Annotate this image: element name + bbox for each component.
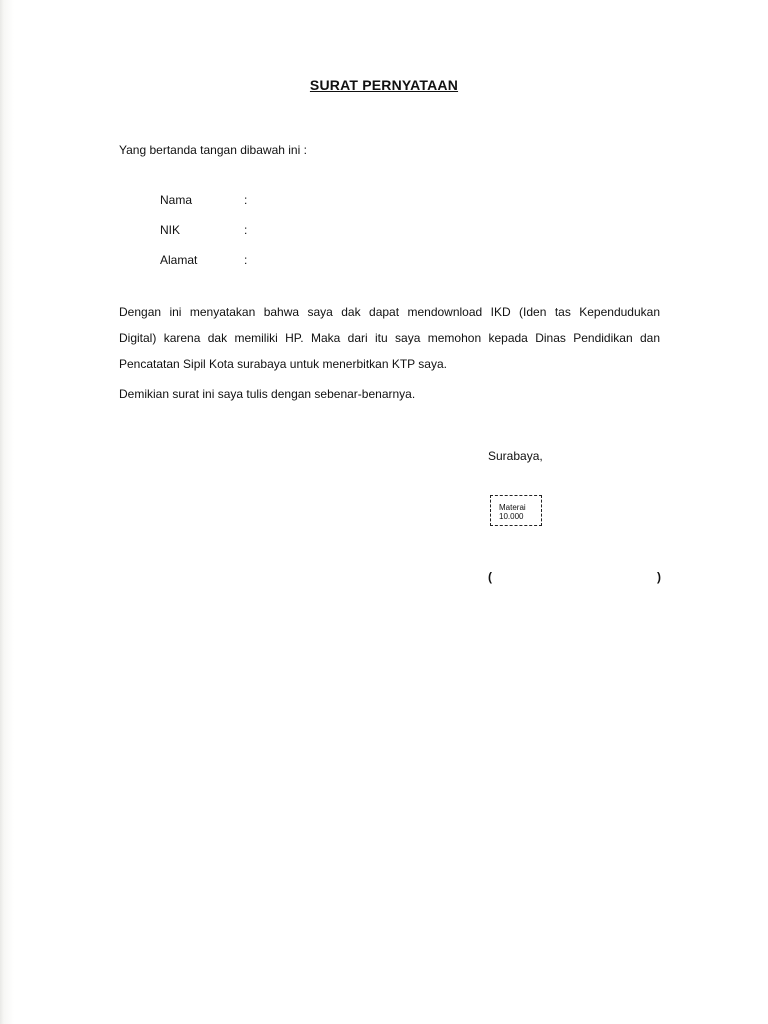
field-nama <box>160 193 247 207</box>
paragraph-line: Dengan ini menyatakan bahwa saya dak dapat mendownload IKD (Iden tas Kependudukan <box>119 305 660 319</box>
signature-close-paren: ) <box>657 570 661 584</box>
intro-text: Yang bertanda tangan dibawah ini : <box>119 143 307 157</box>
field-label: NIK <box>160 223 181 237</box>
stamp-label: Materai <box>499 503 526 512</box>
paragraph-line: Pencatatan Sipil Kota surabaya untuk menerbitkan KTP saya. <box>119 357 447 371</box>
field-colon: : <box>244 253 248 267</box>
field-label: Nama <box>160 193 193 207</box>
stamp-value: 10.000 <box>499 512 524 521</box>
signature-open-paren: ( <box>488 570 492 584</box>
stamp-box <box>490 495 542 526</box>
field-colon: : <box>244 193 248 207</box>
field-label: Alamat <box>160 253 198 267</box>
field-nik <box>160 223 247 237</box>
closing-text: Demikian surat ini saya tulis dengan sebenar-benarnya. <box>119 387 416 401</box>
city-date: Surabaya, <box>488 449 543 463</box>
paragraph-line: Digital) karena dak memiliki HP. Maka dari itu saya memohon kepada Dinas Pendidikan dan <box>119 331 660 345</box>
field-colon: : <box>244 223 248 237</box>
document-title: SURAT PERNYATAAN <box>309 77 459 93</box>
field-alamat <box>160 253 247 267</box>
